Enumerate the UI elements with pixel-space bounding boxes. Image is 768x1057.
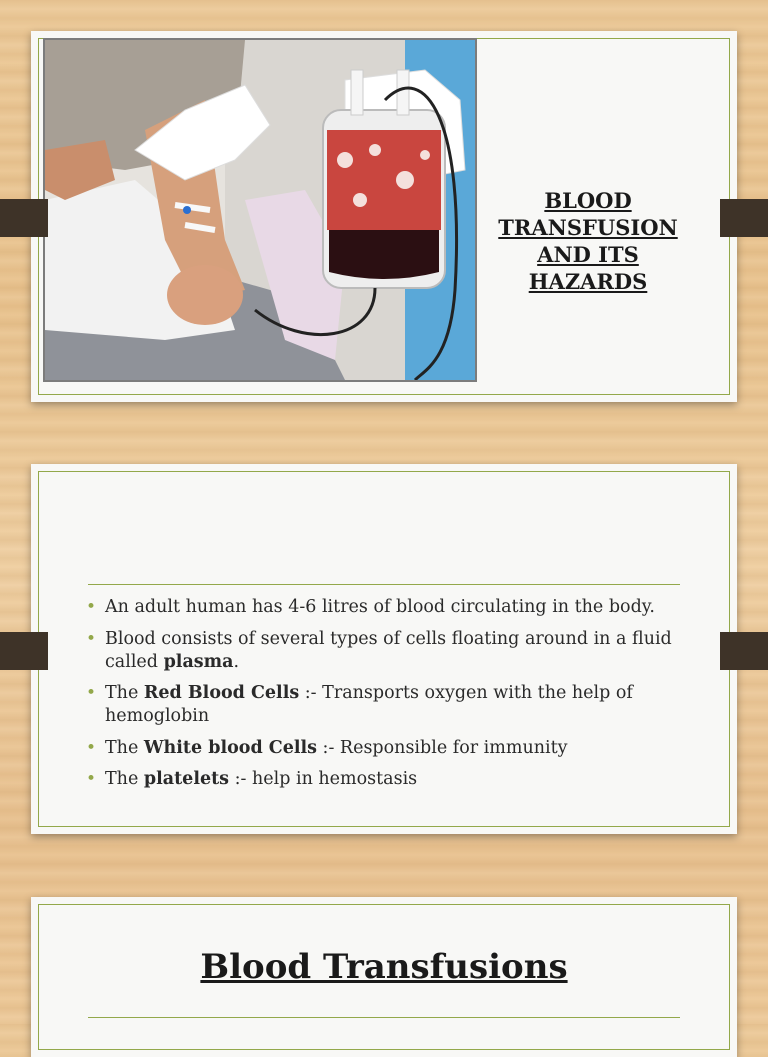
bullet-icon: • [86,683,97,703]
bullet-text: An adult human has 4-6 litres of blood circulating in the body. [105,597,655,617]
bullet-text: The [105,737,144,758]
bullet-bold-text: White blood Cells [143,737,317,758]
bullet-list [86,596,686,800]
slide-heading: Blood Transfusions [200,947,568,987]
bullet-item [86,768,686,791]
bullet-text: :- Responsible for immunity [316,737,568,758]
transfusion-photo [43,38,477,382]
divider-line [88,1017,680,1018]
bullet-bold-text: Red Blood Cells [143,683,300,703]
bullet-text: Blood consists of several types of cells floating around in a fluid called [105,628,672,672]
bullet-item [86,628,686,674]
binder-tab-left [0,199,48,237]
bullet-text: . [233,651,240,672]
divider-line [88,584,680,585]
binder-tab-left [0,632,48,670]
binder-tab-right [720,632,768,670]
bullet-text: The [105,769,144,789]
binder-tab-right [720,199,768,237]
bullet-bold-text: plasma [163,651,234,672]
bullet-item [86,596,686,619]
bullet-icon: • [86,737,97,758]
bullet-text: :- help in hemostasis [229,769,418,789]
slide-blood-transfusions [31,897,737,1057]
bullet-bold-text: platelets [143,769,230,789]
slide-title-text: BLOOD TRANSFUSION AND ITS HAZARDS [498,188,678,294]
slide-title [31,31,737,402]
bullet-icon: • [86,628,97,649]
bullet-text: :- Transports oxygen with the help of hemoglobin [105,683,633,726]
bullet-item [86,737,686,760]
bullet-icon: • [86,597,97,617]
bullet-item [86,682,686,728]
bullet-text: The [105,683,144,703]
bullet-icon: • [86,769,97,789]
slide-blood-overview [31,464,737,834]
